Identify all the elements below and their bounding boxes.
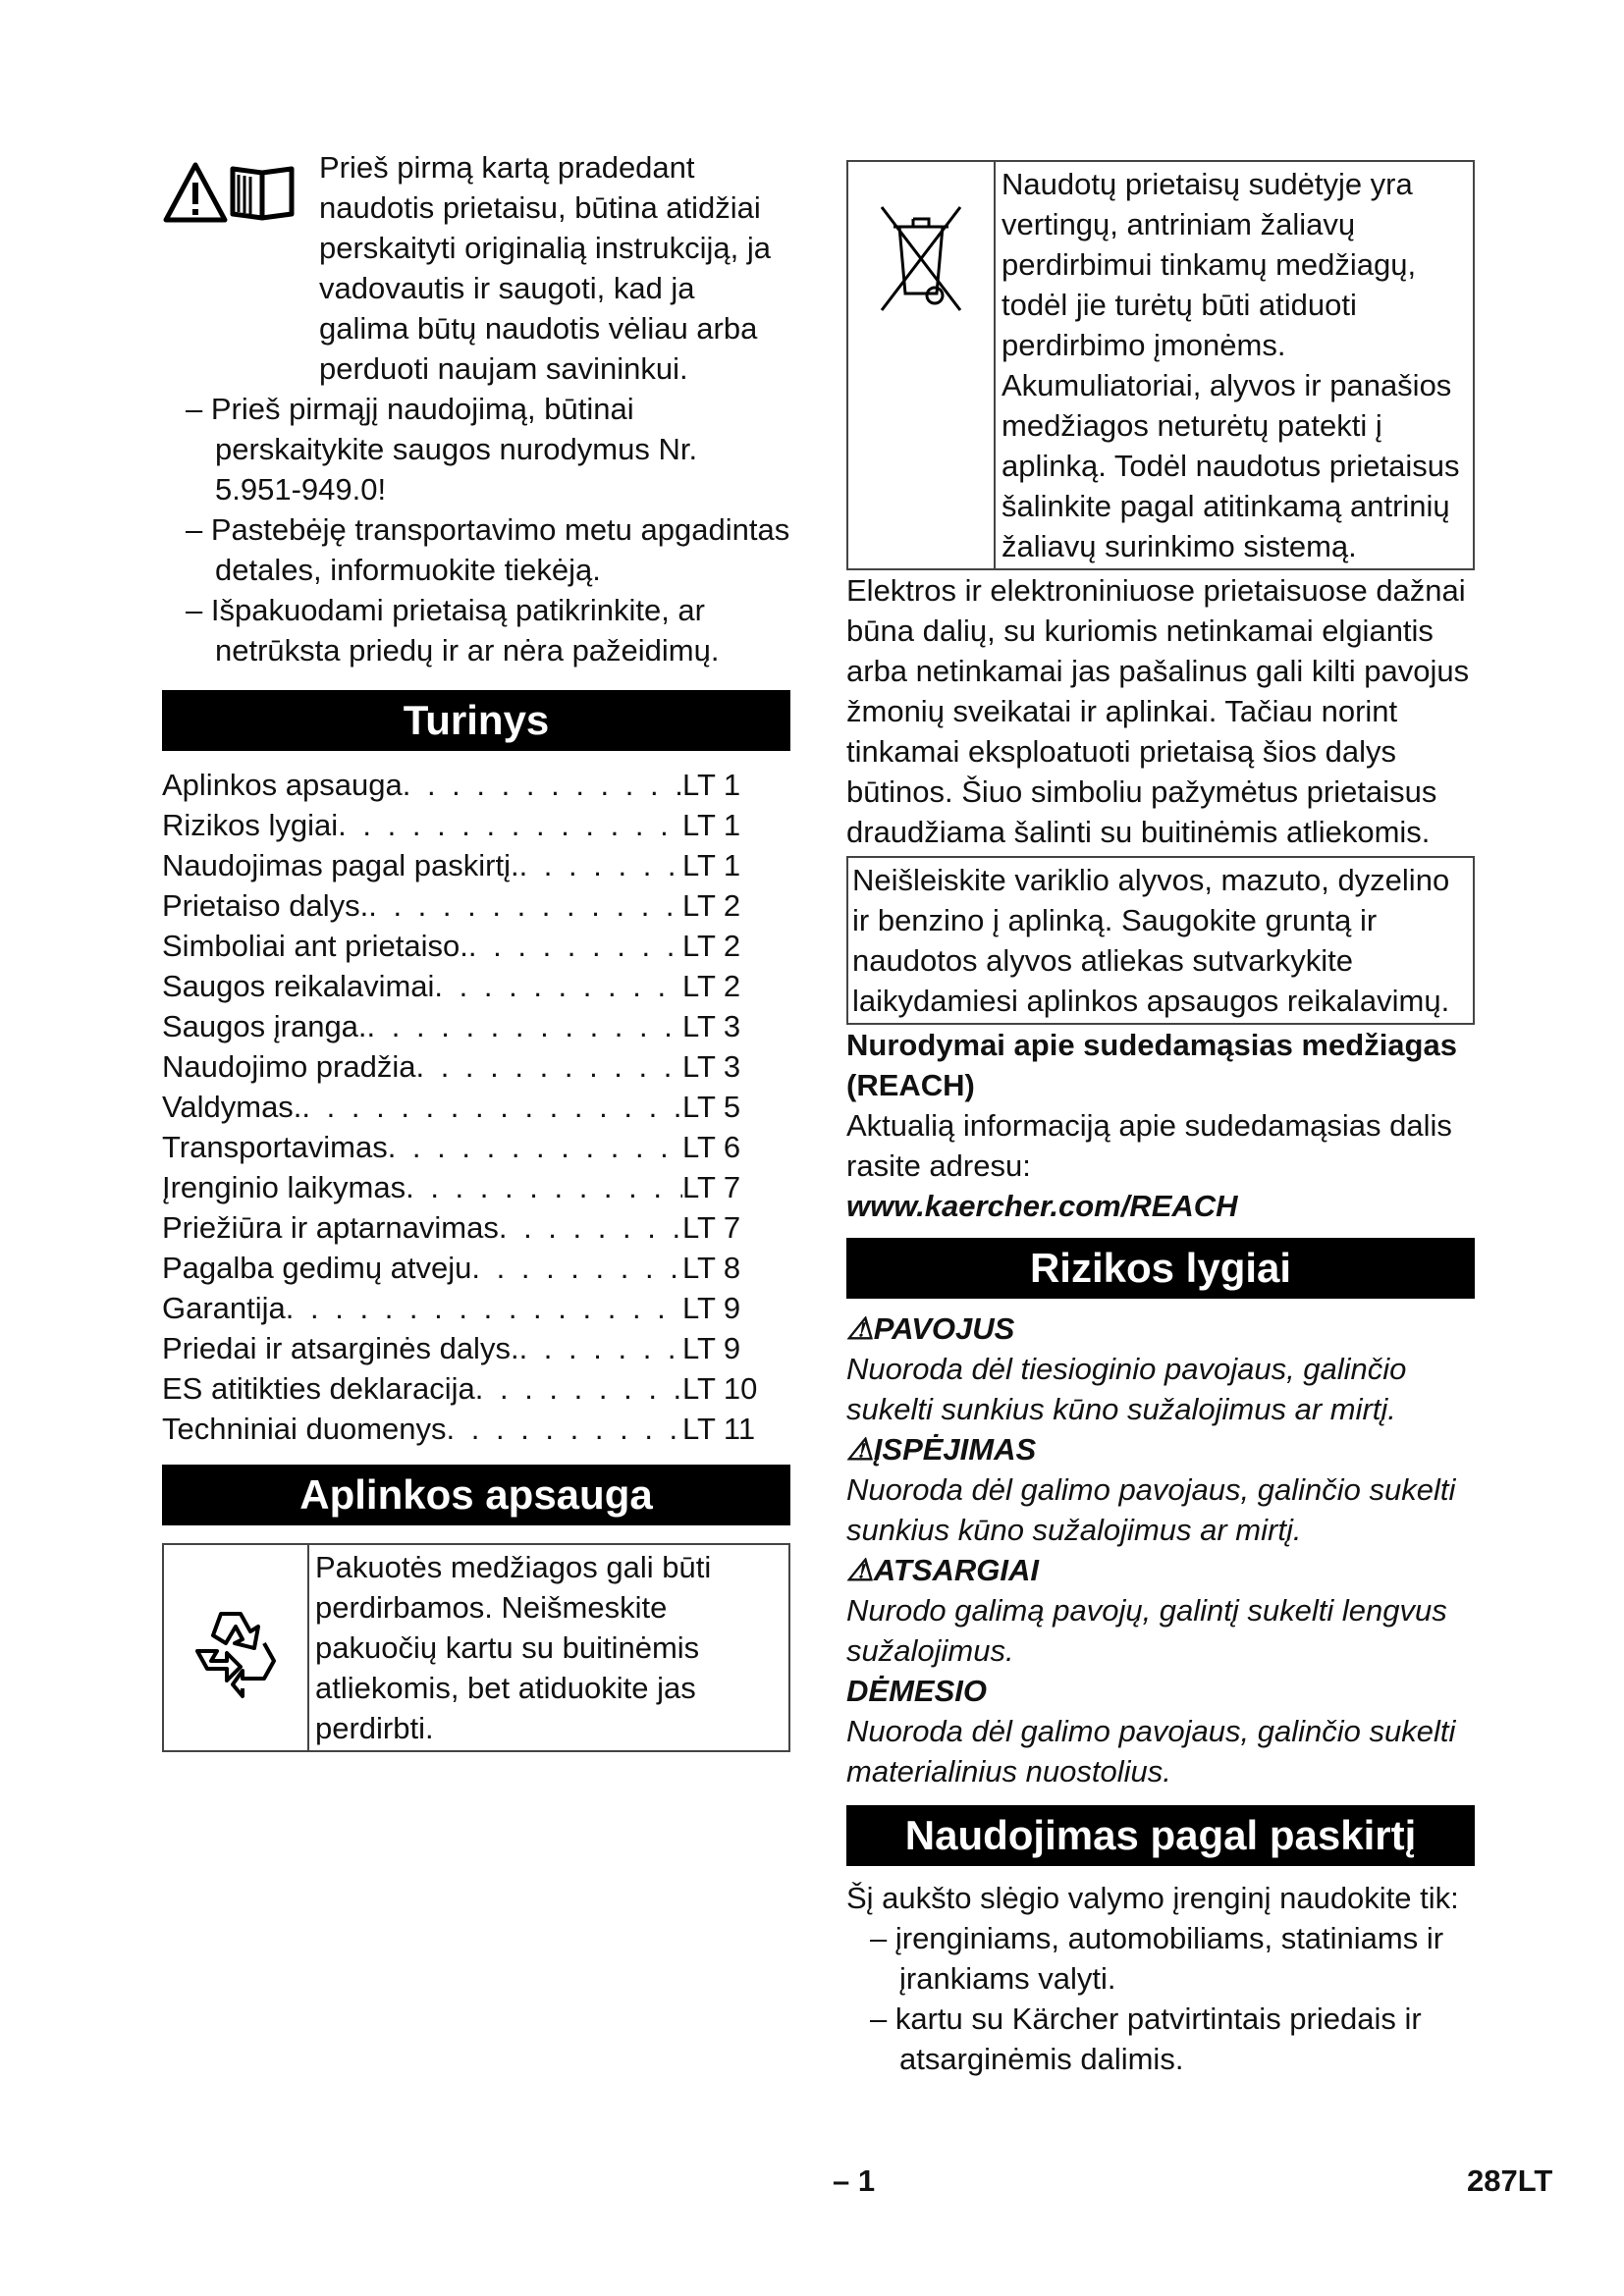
level-caution-text: Nurodo galimą pavojų, galintį sukelti lengvus sužalojimus. <box>846 1593 1447 1668</box>
toc-page: LT 6 <box>682 1130 741 1164</box>
toc-page: LT 8 <box>682 1251 741 1285</box>
toc-leader <box>301 1087 682 1127</box>
level-attention-text: Nuoroda dėl galimo pavojaus, galinčio sukelti materialinius nuostolius. <box>846 1714 1456 1789</box>
toc-title: Transportavimas <box>162 1130 388 1164</box>
toc-leader <box>468 926 682 966</box>
toc-leader <box>471 1248 682 1288</box>
env-heading: Aplinkos apsauga <box>162 1465 790 1525</box>
toc-title: ES atitikties deklaracija <box>162 1371 475 1406</box>
toc-row <box>162 1248 790 1288</box>
toc-row <box>162 1288 790 1328</box>
toc-title: Naudojimo pradžia <box>162 1049 416 1084</box>
toc-row <box>162 1328 790 1368</box>
toc-heading: Turinys <box>162 690 790 751</box>
risk-heading: Rizikos lygiai <box>846 1238 1475 1299</box>
toc-leader <box>499 1207 682 1248</box>
weee-icon-cell <box>848 162 996 568</box>
toc-title: Įrenginio laikymas <box>162 1170 406 1204</box>
toc-row <box>162 845 790 885</box>
crossed-bin-icon <box>872 197 970 315</box>
usage-bullet: – kartu su Kärcher patvirtintais priedais ir atsarginėmis dalimis. <box>846 1999 1475 2079</box>
toc-leader <box>519 1328 682 1368</box>
level-caution-label: ⚠ATSARGIAI <box>846 1553 1039 1587</box>
toc-title: Saugos įranga. <box>162 1009 367 1043</box>
weee-text: Naudotų prietaisų sudėtyje yra vertingų, antriniam žaliavų perdirbimui tinkamų medžiagų, todėl jie turėtų būti atiduoti perdirbimo įmonėms. Akumuliatoriai, alyvos ir panašios medžiagos neturėtų patekti į aplinką. Todėl naudotus prietaisus šalinkite pagal atitinkamą antrinių žaliavų surinkimo sistemą. <box>1001 167 1460 563</box>
toc-page: LT 1 <box>682 808 741 842</box>
toc-title: Valdymas. <box>162 1090 302 1124</box>
electronics-text: Elektros ir elektroniniuose prietaisuose dažnai būna dalių, su kuriomis netinkamai elgiantis arba netinkamai jas pašalinus gali kilti pavojus žmonių sveikatai ir aplinkai. Tačiau norint tinkamai eksploatuoti prietaisą šios dalys būtinos. Šiuo simboliu pažymėtus prietaisus draudžiama šalinti su buitinėmis atliekomis. <box>846 573 1470 849</box>
reach-heading: Nurodymai apie sudedamąsias medžiagas (REACH) <box>846 1028 1457 1102</box>
toc-leader <box>434 966 682 1006</box>
packaging-text: Pakuotės medžiagos gali būti perdirbamos. Neišmeskite pakuočių kartu su buitinėmis atliekomis, bet atiduokite jas perdirbti. <box>315 1550 712 1745</box>
toc-title: Priežiūra ir aptarnavimas <box>162 1210 499 1245</box>
toc-page: LT 9 <box>682 1331 741 1365</box>
toc-page: LT 11 <box>682 1412 756 1446</box>
usage-heading: Naudojimas pagal paskirtį <box>846 1805 1475 1866</box>
recycling-icon <box>182 1594 290 1702</box>
toc-page: LT 7 <box>682 1170 741 1204</box>
toc-row <box>162 885 790 926</box>
toc-page: LT 5 <box>682 1090 741 1124</box>
level-danger-text: Nuoroda dėl tiesioginio pavojaus, galinčio sukelti sunkius kūno sužalojimus ar mirtį. <box>846 1352 1407 1426</box>
toc-title: Aplinkos apsauga <box>162 768 403 802</box>
toc-title: Simboliai ant prietaiso. <box>162 929 468 963</box>
toc-row <box>162 805 790 845</box>
toc-page: LT 10 <box>682 1371 758 1406</box>
toc-leader <box>519 845 682 885</box>
toc-page: LT 2 <box>682 929 741 963</box>
toc-page: LT 2 <box>682 969 741 1003</box>
toc-leader <box>338 805 682 845</box>
document-code: 287LT <box>1467 2163 1553 2198</box>
recycling-icon-cell <box>164 1545 309 1750</box>
packaging-box <box>162 1543 790 1752</box>
toc-row <box>162 1368 790 1409</box>
toc-title: Priedai ir atsarginės dalys. <box>162 1331 519 1365</box>
level-danger-label: ⚠PAVOJUS <box>846 1311 1015 1346</box>
toc-title: Rizikos lygiai <box>162 808 339 842</box>
toc-row <box>162 966 790 1006</box>
level-warning-label: ⚠ĮSPĖJIMAS <box>846 1432 1037 1467</box>
toc-title: Techniniai duomenys <box>162 1412 447 1446</box>
intro-section <box>162 147 790 670</box>
toc-leader <box>415 1046 682 1087</box>
warning-manual-icon <box>162 157 309 226</box>
toc-row <box>162 765 790 805</box>
toc-row <box>162 1006 790 1046</box>
toc-leader <box>406 1167 682 1207</box>
toc-row <box>162 1046 790 1087</box>
oil-notice: Neišleiskite variklio alyvos, mazuto, dyzelino ir benzino į aplinką. Saugokite gruntą ir naudotos alyvos atliekas sutvarkykite laikydamiesi aplinkos apsaugos reikalavimų. <box>846 856 1475 1025</box>
toc-page: LT 1 <box>682 848 741 882</box>
left-column <box>162 147 790 1752</box>
toc-row <box>162 926 790 966</box>
usage-intro: Šį aukšto slėgio valymo įrenginį naudokite tik: <box>846 1881 1459 1915</box>
toc-leader <box>367 1006 682 1046</box>
toc-leader <box>388 1127 682 1167</box>
toc-leader <box>447 1409 682 1449</box>
level-attention-label: DĖMESIO <box>846 1674 987 1708</box>
toc-row <box>162 1409 790 1449</box>
level-warning-text: Nuoroda dėl galimo pavojaus, galinčio sukelti sunkius kūno sužalojimus ar mirtį. <box>846 1472 1456 1547</box>
table-of-contents <box>162 765 790 1449</box>
toc-title: Garantija <box>162 1291 286 1325</box>
reach-text: Aktualią informaciją apie sudedamąsias dalis rasite adresu: <box>846 1108 1452 1183</box>
weee-box <box>846 160 1475 570</box>
toc-page: LT 3 <box>682 1049 741 1084</box>
toc-title: Prietaiso dalys. <box>162 888 369 923</box>
toc-page: LT 1 <box>682 768 741 802</box>
toc-row <box>162 1127 790 1167</box>
page-number: – 1 <box>833 2163 876 2198</box>
intro-bullet: – Išpakuodami prietaisą patikrinkite, ar netrūksta priedų ir ar nėra pažeidimų. <box>162 590 790 670</box>
toc-leader <box>286 1288 682 1328</box>
usage-bullet: – įrenginiams, automobiliams, statiniams ir įrankiams valyti. <box>846 1918 1475 1999</box>
intro-bullet: – Pastebėję transportavimo metu apgadintas detales, informuokite tiekėją. <box>162 509 790 590</box>
toc-row <box>162 1087 790 1127</box>
intro-paragraph: Prieš pirmą kartą pradedant naudotis prietaisu, būtina atidžiai perskaityti originalią instrukciją, ja vadovautis ir saugoti, kad ja galima būtų naudotis vėliau arba perduoti naujam savininkui. <box>319 150 772 386</box>
toc-page: LT 2 <box>682 888 741 923</box>
reach-url: www.kaercher.com/REACH <box>846 1189 1238 1223</box>
toc-row <box>162 1207 790 1248</box>
toc-title: Saugos reikalavimai <box>162 969 435 1003</box>
right-column <box>846 147 1475 2079</box>
toc-title: Pagalba gedimų atveju <box>162 1251 472 1285</box>
toc-page: LT 7 <box>682 1210 741 1245</box>
risk-levels <box>846 1308 1475 1791</box>
toc-title: Naudojimas pagal paskirtį. <box>162 848 519 882</box>
toc-leader <box>403 765 682 805</box>
toc-page: LT 3 <box>682 1009 741 1043</box>
toc-row <box>162 1167 790 1207</box>
toc-leader <box>475 1368 682 1409</box>
intro-bullet: – Prieš pirmąjį naudojimą, būtinai perskaitykite saugos nurodymus Nr. 5.951-949.0! <box>162 389 790 509</box>
toc-page: LT 9 <box>682 1291 741 1325</box>
toc-leader <box>368 885 682 926</box>
